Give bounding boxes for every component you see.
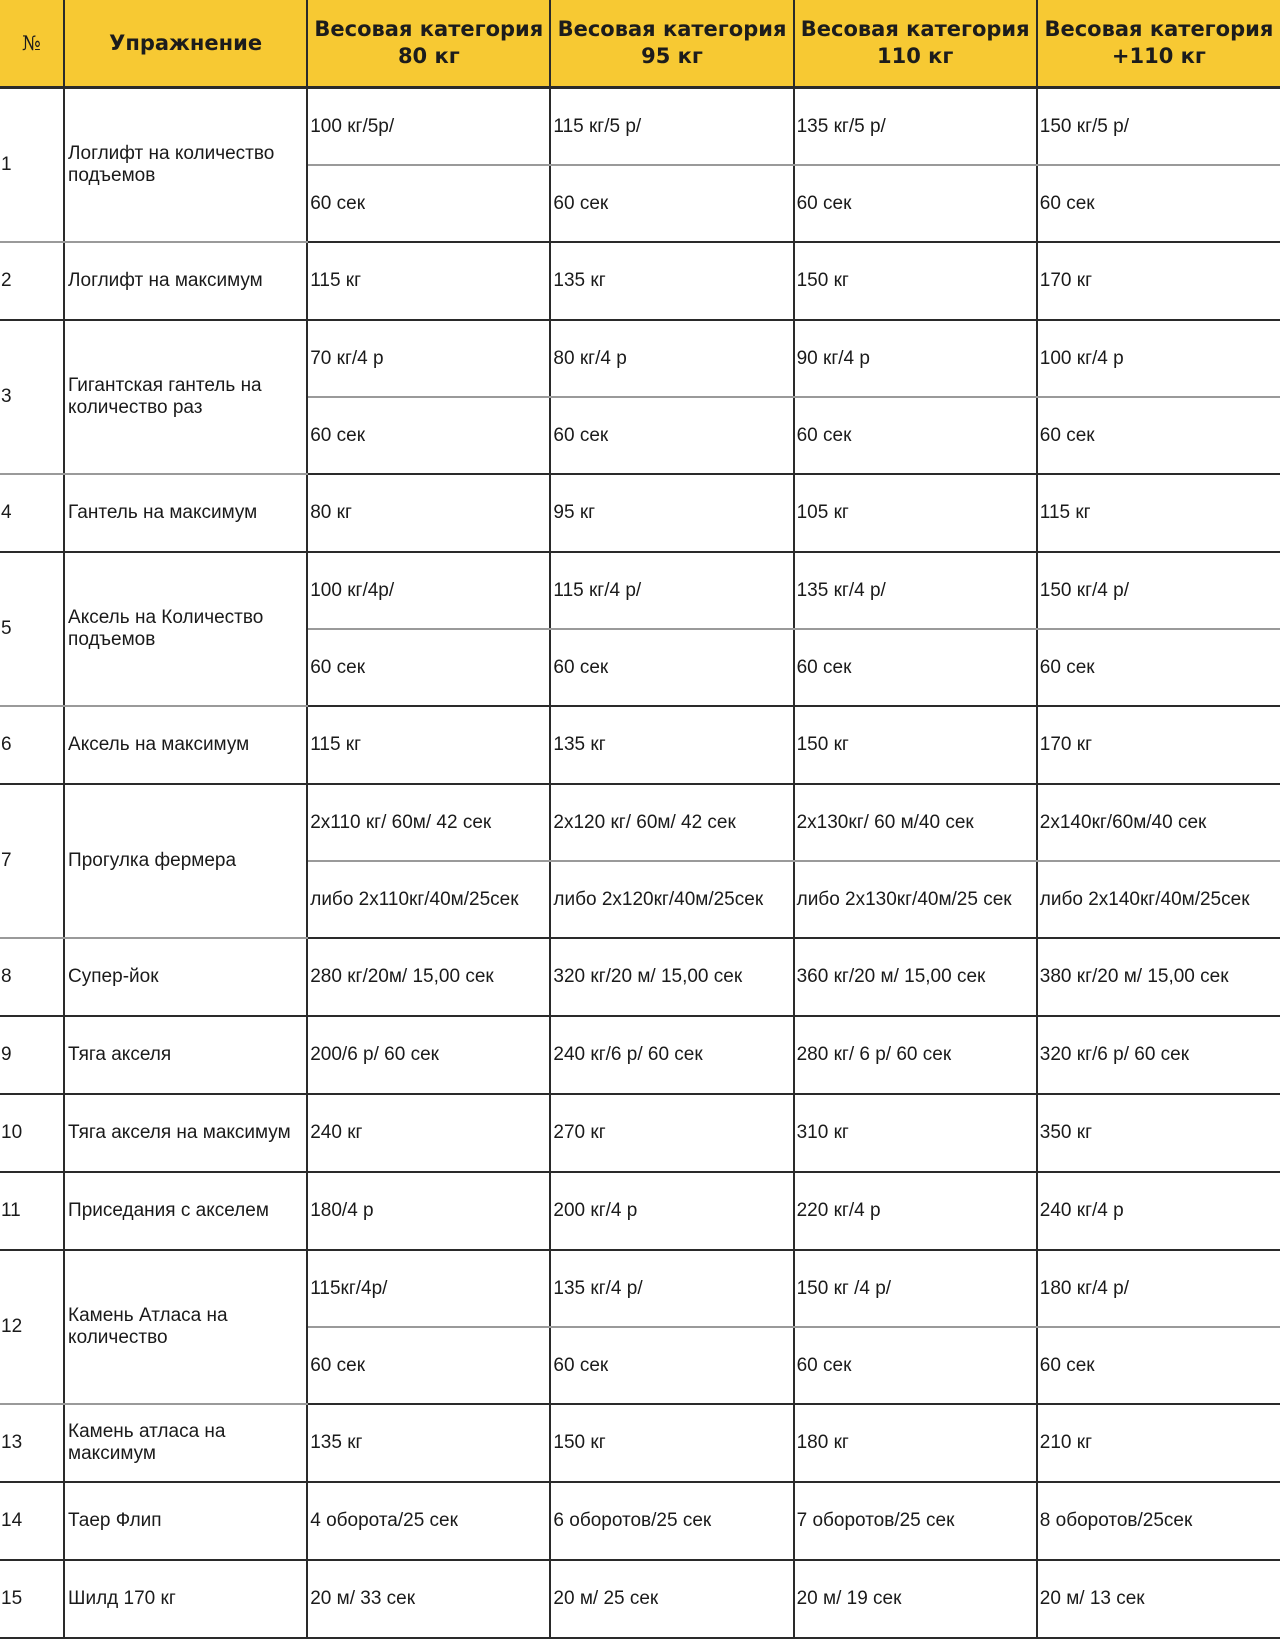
table-row	[0, 1560, 1280, 1638]
standard-value: 240 кг	[307, 1094, 550, 1172]
standard-value: либо 2х120кг/40м/25сек	[550, 861, 793, 938]
standard-value: 180 кг	[794, 1404, 1037, 1482]
table-row	[0, 242, 1280, 320]
row-number: 5	[0, 552, 64, 706]
row-number: 8	[0, 938, 64, 1016]
standard-value: либо 2х140кг/40м/25сек	[1037, 861, 1280, 938]
table-row	[0, 474, 1280, 552]
standard-value: 20 м/ 13 сек	[1037, 1560, 1280, 1638]
row-number: 14	[0, 1482, 64, 1560]
standard-value: 100 кг/5р/	[307, 88, 550, 166]
standard-value: 60 сек	[307, 397, 550, 474]
standard-value: 135 кг/4 р/	[794, 552, 1037, 629]
standard-value: 20 м/ 25 сек	[550, 1560, 793, 1638]
standard-value: 4 оборота/25 сек	[307, 1482, 550, 1560]
standard-value: 2х120 кг/ 60м/ 42 сек	[550, 784, 793, 861]
row-number: 10	[0, 1094, 64, 1172]
header-category-95	[550, 0, 793, 88]
exercise-name: Таер Флип	[64, 1482, 307, 1560]
row-number: 11	[0, 1172, 64, 1250]
standard-value: 135 кг	[550, 706, 793, 784]
standard-value: 150 кг	[794, 706, 1037, 784]
row-number: 7	[0, 784, 64, 938]
header-category-weight: 95 кг	[641, 44, 703, 68]
header-category-label: Весовая категория	[800, 17, 1030, 41]
row-number: 4	[0, 474, 64, 552]
standard-value: 350 кг	[1037, 1094, 1280, 1172]
standard-value: либо 2х130кг/40м/25 сек	[794, 861, 1037, 938]
standard-value: 100 кг/4р/	[307, 552, 550, 629]
row-number: 6	[0, 706, 64, 784]
row-number: 1	[0, 88, 64, 243]
exercise-name: Аксель на максимум	[64, 706, 307, 784]
standard-value: 20 м/ 19 сек	[794, 1560, 1037, 1638]
standard-value: 105 кг	[794, 474, 1037, 552]
row-number: 2	[0, 242, 64, 320]
standard-value: 180/4 р	[307, 1172, 550, 1250]
standard-value: 180 кг/4 р/	[1037, 1250, 1280, 1327]
standard-value: 60 сек	[794, 165, 1037, 242]
standard-value: 380 кг/20 м/ 15,00 сек	[1037, 938, 1280, 1016]
header-number: №	[0, 0, 64, 88]
standard-value: 115 кг/4 р/	[550, 552, 793, 629]
standard-value: 115 кг/5 р/	[550, 88, 793, 166]
exercise-name: Камень Атласа на количество	[64, 1250, 307, 1404]
standard-value: 150 кг/4 р/	[1037, 552, 1280, 629]
standard-value: 60 сек	[1037, 1327, 1280, 1404]
header-category-110-plus	[1037, 0, 1280, 88]
standard-value: 170 кг	[1037, 242, 1280, 320]
standard-value: 210 кг	[1037, 1404, 1280, 1482]
standard-value: 60 сек	[1037, 397, 1280, 474]
standard-value: 8 оборотов/25сек	[1037, 1482, 1280, 1560]
standard-value: 320 кг/6 р/ 60 сек	[1037, 1016, 1280, 1094]
standard-value: 60 сек	[307, 165, 550, 242]
standard-value: 100 кг/4 р	[1037, 320, 1280, 397]
exercise-name: Прогулка фермера	[64, 784, 307, 938]
header-exercise: Упражнение	[64, 0, 307, 88]
standard-value: 20 м/ 33 сек	[307, 1560, 550, 1638]
header-category-80	[307, 0, 550, 88]
header-category-label: Весовая категория	[557, 17, 787, 41]
header-category-label: Весовая категория	[314, 17, 544, 41]
row-number: 15	[0, 1560, 64, 1638]
table-row	[0, 88, 1280, 166]
standard-value: 60 сек	[794, 397, 1037, 474]
standard-value: 60 сек	[1037, 629, 1280, 706]
table-body	[0, 88, 1280, 1639]
table-row	[0, 1404, 1280, 1482]
standard-value: 60 сек	[550, 397, 793, 474]
standard-value: 60 сек	[794, 629, 1037, 706]
standard-value: 6 оборотов/25 сек	[550, 1482, 793, 1560]
standard-value: 135 кг/5 р/	[794, 88, 1037, 166]
standard-value: 150 кг/5 р/	[1037, 88, 1280, 166]
standard-value: 240 кг/6 р/ 60 сек	[550, 1016, 793, 1094]
exercise-name: Гантель на максимум	[64, 474, 307, 552]
standard-value: 115 кг	[1037, 474, 1280, 552]
standard-value: 320 кг/20 м/ 15,00 сек	[550, 938, 793, 1016]
row-number: 12	[0, 1250, 64, 1404]
standard-value: 150 кг	[794, 242, 1037, 320]
exercise-name: Камень атласа на максимум	[64, 1404, 307, 1482]
table-row	[0, 1172, 1280, 1250]
standard-value: 280 кг/20м/ 15,00 сек	[307, 938, 550, 1016]
standard-value: 135 кг	[307, 1404, 550, 1482]
standard-value: 60 сек	[307, 1327, 550, 1404]
table-row	[0, 1094, 1280, 1172]
exercise-name: Тяга акселя на максимум	[64, 1094, 307, 1172]
standard-value: 135 кг/4 р/	[550, 1250, 793, 1327]
header-category-weight: 110 кг	[877, 44, 954, 68]
header-category-label: Весовая категория	[1044, 17, 1274, 41]
standard-value: 310 кг	[794, 1094, 1037, 1172]
exercise-name: Тяга акселя	[64, 1016, 307, 1094]
standard-value: 115кг/4р/	[307, 1250, 550, 1327]
table-row	[0, 552, 1280, 629]
standard-value: 95 кг	[550, 474, 793, 552]
standard-value: 240 кг/4 р	[1037, 1172, 1280, 1250]
standard-value: 60 сек	[550, 1327, 793, 1404]
standard-value: 80 кг	[307, 474, 550, 552]
table-row	[0, 1250, 1280, 1327]
standard-value: 2х140кг/60м/40 сек	[1037, 784, 1280, 861]
standard-value: 90 кг/4 р	[794, 320, 1037, 397]
exercise-name: Приседания с акселем	[64, 1172, 307, 1250]
header-category-weight: 80 кг	[397, 44, 460, 68]
standard-value: 2х110 кг/ 60м/ 42 сек	[307, 784, 550, 861]
row-number: 3	[0, 320, 64, 474]
table-row	[0, 784, 1280, 861]
exercise-name: Логлифт на максимум	[64, 242, 307, 320]
header-row	[0, 0, 1280, 88]
standard-value: 360 кг/20 м/ 15,00 сек	[794, 938, 1037, 1016]
row-number: 13	[0, 1404, 64, 1482]
standard-value: 7 оборотов/25 сек	[794, 1482, 1037, 1560]
standard-value: 60 сек	[550, 165, 793, 242]
exercise-name: Логлифт на количество подъемов	[64, 88, 307, 243]
standard-value: 60 сек	[1037, 165, 1280, 242]
table-row	[0, 1016, 1280, 1094]
table-row	[0, 938, 1280, 1016]
standard-value: 70 кг/4 р	[307, 320, 550, 397]
exercise-name: Аксель на Количество подъемов	[64, 552, 307, 706]
standard-value: 150 кг	[550, 1404, 793, 1482]
standard-value: 80 кг/4 р	[550, 320, 793, 397]
standard-value: 60 сек	[550, 629, 793, 706]
header-category-weight: +110 кг	[1111, 44, 1206, 68]
standard-value: 170 кг	[1037, 706, 1280, 784]
standard-value: 135 кг	[550, 242, 793, 320]
standard-value: либо 2х110кг/40м/25сек	[307, 861, 550, 938]
exercise-name: Гигантская гантель на количество раз	[64, 320, 307, 474]
standard-value: 60 сек	[307, 629, 550, 706]
standard-value: 60 сек	[794, 1327, 1037, 1404]
table-row	[0, 320, 1280, 397]
exercise-name: Супер-йок	[64, 938, 307, 1016]
standard-value: 115 кг	[307, 706, 550, 784]
exercise-name: Шилд 170 кг	[64, 1560, 307, 1638]
standard-value: 2х130кг/ 60 м/40 сек	[794, 784, 1037, 861]
row-number: 9	[0, 1016, 64, 1094]
table-row	[0, 706, 1280, 784]
header-category-110	[794, 0, 1037, 88]
standard-value: 200 кг/4 р	[550, 1172, 793, 1250]
standard-value: 270 кг	[550, 1094, 793, 1172]
standard-value: 220 кг/4 р	[794, 1172, 1037, 1250]
standard-value: 280 кг/ 6 р/ 60 сек	[794, 1016, 1037, 1094]
standard-value: 150 кг /4 р/	[794, 1250, 1037, 1327]
table-row	[0, 1482, 1280, 1560]
standard-value: 200/6 р/ 60 сек	[307, 1016, 550, 1094]
standard-value: 115 кг	[307, 242, 550, 320]
